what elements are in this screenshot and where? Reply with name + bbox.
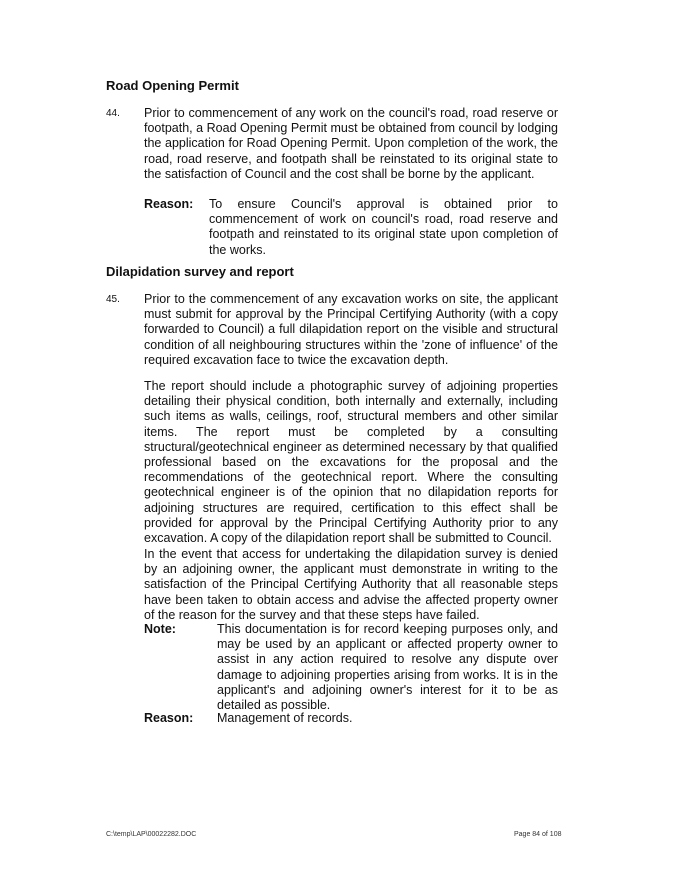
- section-heading: Road Opening Permit: [106, 78, 239, 93]
- condition-paragraph: The report should include a photographic survey of adjoining properties detailing their physical condition, both internally and externally, including such items as walls, ceilings, roof, structural members and other similar items. The report must be completed by a consulting structural/geotechnical engineer as determined necessary by that qualified professional based on the excavations for the proposal and the recommendations of the geotechnical report. Where the consulting geotechnical engineer is of the opinion that no dilapidation reports for adjoining structures are required, certification to this effect shall be provided for approval by the Principal Certifying Authority prior to any excavation. A copy of the dilapidation report shall be submitted to Council.: [144, 379, 558, 546]
- condition-number: 44.: [106, 108, 120, 119]
- condition-number: 45.: [106, 294, 120, 305]
- section-heading: Dilapidation survey and report: [106, 264, 294, 279]
- note-text: This documentation is for record keeping purposes only, and may be used by an applicant or affected property owner to assist in any action required to resolve any dispute over damage to adjoining properties arising from works. It is in the applicant's and adjoining owner's interest for it to be as detailed as possible.: [217, 622, 558, 713]
- footer-file-path: C:\temp\LAP\00022282.DOC: [106, 831, 197, 838]
- footer-page-number: Page 84 of 108: [514, 831, 562, 838]
- reason-text: Management of records.: [217, 711, 353, 725]
- condition-paragraph: Prior to the commencement of any excavation works on site, the applicant must submit for approval by the Principal Certifying Authority (with a copy forwarded to Council) a full dilapidation report on the visible and structural condition of all neighbouring structures within the 'zone of influence' of the required excavation face to twice the excavation depth.: [144, 292, 558, 367]
- reason-label: Reason:: [144, 197, 194, 211]
- reason-label: Reason:: [144, 711, 194, 725]
- reason-text: To ensure Council's approval is obtained prior to commencement of work on council's road, road reserve and footpath and reinstated to its original state upon completion of the works.: [209, 197, 558, 257]
- condition-paragraph: Prior to commencement of any work on the council's road, road reserve or footpath, a Road Opening Permit must be obtained from council by lodging the application for Road Opening Permit. Upon completion of the work, the road, road reserve, and footpath shall be reinstated to its original state to the satisfaction of Council and the cost shall be borne by the applicant.: [144, 106, 558, 181]
- note-label: Note:: [144, 622, 176, 636]
- condition-paragraph: In the event that access for undertaking the dilapidation survey is denied by an adjoining owner, the applicant must demonstrate in writing to the satisfaction of the Principal Certifying Authority that all reasonable steps have been taken to obtain access and advise the affected property owner of the reason for the survey and that these steps have failed.: [144, 547, 558, 622]
